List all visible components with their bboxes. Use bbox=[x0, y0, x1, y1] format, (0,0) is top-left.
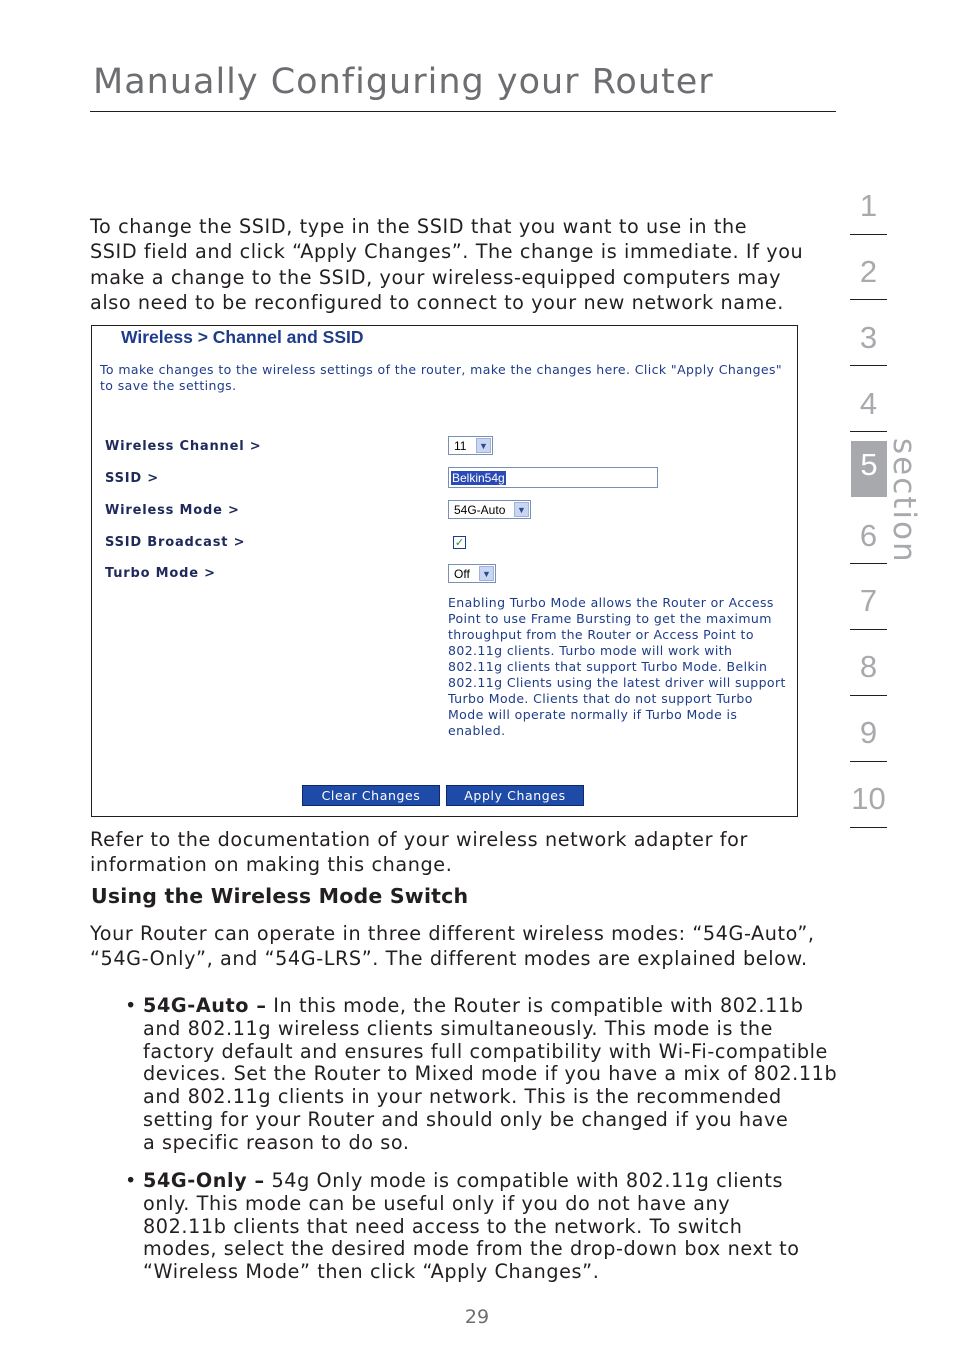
note-line: 802.11g clients. Turbo mode will work with bbox=[448, 643, 733, 658]
bullet-line: devices. Set the Router to Mixed mode if you have a mix of 802.11b bbox=[143, 1062, 838, 1086]
ssid-label: SSID > bbox=[105, 471, 159, 486]
wireless-mode-value: 54G-Auto bbox=[454, 502, 506, 517]
turbo-mode-value: Off bbox=[454, 566, 470, 581]
page-title: Manually Configuring your Router bbox=[93, 62, 714, 102]
nav-divider bbox=[850, 563, 887, 564]
router-screenshot bbox=[91, 325, 798, 817]
refer-line: information on making this change. bbox=[90, 853, 453, 877]
wireless-mode-label: Wireless Mode > bbox=[105, 503, 240, 518]
wireless-channel-select[interactable] bbox=[448, 436, 493, 455]
ssid-broadcast-label: SSID Broadcast > bbox=[105, 535, 246, 550]
chevron-down-icon[interactable]: ▼ bbox=[479, 566, 494, 581]
wireless-channel-label: Wireless Channel > bbox=[105, 439, 262, 454]
nav-divider bbox=[850, 629, 887, 630]
bullet-line: and 802.11g wireless clients simultaneously. This mode is the bbox=[143, 1016, 774, 1040]
bullet-dot: • bbox=[125, 994, 137, 1017]
section-nav-4[interactable]: 4 bbox=[859, 386, 878, 421]
bullet-dot: • bbox=[125, 1169, 137, 1192]
apply-changes-button[interactable]: Apply Changes bbox=[446, 785, 584, 806]
wireless-mode-select[interactable] bbox=[448, 500, 531, 519]
intro-line: also need to be reconfigured to connect to your new network name. bbox=[90, 290, 784, 314]
turbo-mode-select[interactable] bbox=[448, 564, 496, 583]
modes-intro-line: Your Router can operate in three different wireless modes: “54G-Auto”, bbox=[90, 922, 815, 945]
refer-line: Refer to the documentation of your wireless network adapter for bbox=[90, 828, 748, 851]
chevron-down-icon[interactable]: ▼ bbox=[514, 502, 529, 517]
note-line: Mode will operate normally if Turbo Mode is bbox=[448, 707, 738, 722]
section-nav-8[interactable]: 8 bbox=[859, 649, 878, 684]
intro-line: To change the SSID, type in the SSID that you want to use in the bbox=[90, 215, 748, 238]
ssid-broadcast-checkbox[interactable]: ✓ bbox=[454, 536, 465, 549]
turbo-mode-label: Turbo Mode > bbox=[105, 566, 216, 581]
section-nav-1[interactable]: 1 bbox=[859, 188, 878, 223]
bullet-54g-auto bbox=[125, 994, 838, 1155]
bullet-text: 54g Only mode is compatible with 802.11g clients bbox=[264, 1169, 784, 1192]
bullet-line: only. This mode can be useful only if you do not have any bbox=[143, 1191, 731, 1215]
section-label-text: section bbox=[886, 438, 922, 564]
nav-divider bbox=[850, 299, 887, 300]
description-line: To make changes to the wireless settings of the router, make the changes here. Click "Apply Changes" bbox=[100, 362, 783, 377]
note-line: Enabling Turbo Mode allows the Router or Access bbox=[448, 595, 774, 610]
intro-line: SSID field and click “Apply Changes”. The change is immediate. If you bbox=[90, 240, 804, 264]
ssid-value: Belkin54g bbox=[452, 470, 505, 485]
bullet-line: and 802.11g clients in your network. This is the recommended bbox=[143, 1085, 782, 1109]
note-line: Point to use Frame Bursting to get the maximum bbox=[448, 611, 772, 626]
section-nav-3[interactable]: 3 bbox=[859, 320, 878, 355]
bullet-line: modes, select the desired mode from the drop-down box next to bbox=[143, 1237, 800, 1261]
note-line: 802.11g clients that support Turbo Mode. Belkin bbox=[448, 659, 768, 674]
modes-intro-line: “54G-Only”, and “54G-LRS”. The different modes are explained below. bbox=[90, 947, 808, 971]
section-nav-7[interactable]: 7 bbox=[859, 583, 878, 618]
intro-line: make a change to the SSID, your wireless-equipped computers may bbox=[90, 265, 782, 289]
screenshot-title: Wireless > Channel and SSID bbox=[121, 327, 364, 347]
section-nav-2[interactable]: 2 bbox=[859, 254, 878, 289]
nav-divider bbox=[850, 827, 887, 828]
bullet-first-line bbox=[143, 1170, 800, 1193]
page-number: 29 bbox=[464, 1306, 490, 1328]
note-line: enabled. bbox=[448, 723, 506, 738]
bullet-line: 802.11b clients that need access to the network. To switch bbox=[143, 1214, 743, 1238]
nav-divider bbox=[850, 761, 887, 762]
nav-divider bbox=[850, 695, 887, 696]
section-label bbox=[886, 438, 930, 564]
clear-changes-button[interactable]: Clear Changes bbox=[302, 785, 440, 806]
note-line: throughput from the Router or Access Point to bbox=[448, 627, 754, 642]
bullet-term: 54G-Auto – bbox=[143, 994, 267, 1017]
intro-paragraph bbox=[90, 214, 803, 315]
section-nav-5[interactable]: 5 bbox=[860, 447, 878, 482]
nav-divider bbox=[850, 234, 887, 235]
ssid-input[interactable] bbox=[448, 467, 658, 488]
chevron-down-icon[interactable]: ▼ bbox=[476, 438, 491, 453]
bullet-line: setting for your Router and should only be changed if you have bbox=[143, 1107, 789, 1131]
note-line: 802.11g Clients using the latest driver will support bbox=[448, 675, 786, 690]
note-line: Turbo Mode. Clients that do not support Turbo bbox=[448, 691, 753, 706]
nav-divider bbox=[850, 365, 887, 366]
modes-intro-paragraph bbox=[90, 921, 815, 972]
wireless-channel-value: 11 bbox=[454, 438, 467, 453]
bullet-term: 54G-Only – bbox=[143, 1169, 265, 1192]
refer-paragraph bbox=[90, 827, 748, 878]
bullet-54g-only bbox=[125, 1169, 800, 1284]
description-line: to save the settings. bbox=[100, 378, 237, 393]
turbo-mode-note bbox=[448, 595, 786, 739]
bullet-first-line bbox=[143, 995, 837, 1018]
section-heading: Using the Wireless Mode Switch bbox=[91, 884, 469, 908]
nav-divider bbox=[850, 431, 887, 432]
bullet-line: a specific reason to do so. bbox=[143, 1130, 410, 1154]
section-nav-10[interactable]: 10 bbox=[851, 781, 886, 816]
bullet-text: In this mode, the Router is compatible with 802.11b bbox=[266, 994, 804, 1017]
bullet-line: “Wireless Mode” then click “Apply Changes”. bbox=[143, 1260, 600, 1284]
screenshot-description bbox=[100, 362, 782, 394]
title-divider bbox=[90, 111, 836, 112]
section-nav-6[interactable]: 6 bbox=[859, 518, 878, 553]
section-nav-9[interactable]: 9 bbox=[859, 715, 878, 750]
bullet-line: factory default and ensures full compatibility with Wi-Fi-compatible bbox=[143, 1039, 828, 1063]
